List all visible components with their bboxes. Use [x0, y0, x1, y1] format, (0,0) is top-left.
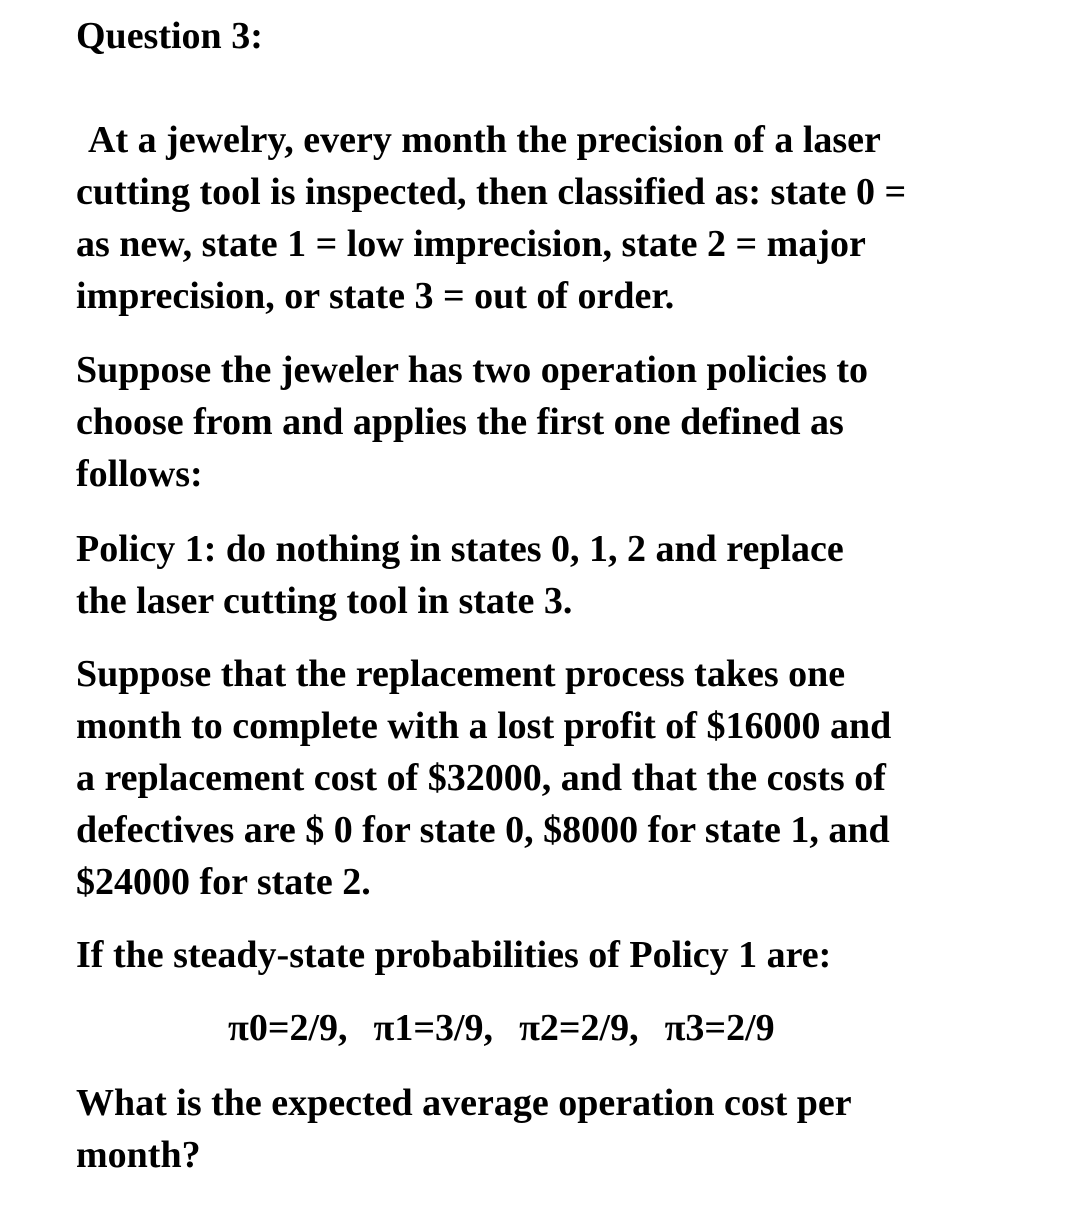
question-title: Question 3:	[76, 15, 263, 57]
paragraph-1-line-1: At a jewelry, every month the precision of a laser	[88, 119, 881, 161]
paragraph-1-line-2: cutting tool is inspected, then classified as: state 0 =	[76, 171, 907, 213]
paragraph-1-line-3: as new, state 1 = low imprecision, state 2 = major	[76, 223, 866, 265]
policy-line-1: Policy 1: do nothing in states 0, 1, 2 and replace	[76, 528, 844, 570]
question-line-2: month?	[76, 1134, 201, 1176]
paragraph-2-line-1: Suppose the jeweler has two operation policies to	[76, 349, 868, 391]
paragraph-4-line-4: defectives are $ 0 for state 0, $8000 for state 1, and	[76, 809, 890, 851]
question-line-1: What is the expected average operation cost per	[76, 1082, 852, 1124]
paragraph-4-line-1: Suppose that the replacement process takes one	[76, 653, 846, 695]
pi3-value: π3=2/9	[664, 1007, 775, 1049]
policy-line-2: the laser cutting tool in state 3.	[76, 580, 573, 622]
paragraph-4-line-2: month to complete with a lost profit of $16000 and	[76, 705, 892, 747]
steady-state-formula	[228, 1006, 775, 1050]
paragraph-1-line-4: imprecision, or state 3 = out of order.	[76, 275, 675, 317]
paragraph-4-line-5: $24000 for state 2.	[76, 861, 371, 903]
pi2-value: π2=2/9,	[519, 1007, 639, 1049]
paragraph-2-line-3: follows:	[76, 453, 203, 495]
pi0-value: π0=2/9,	[228, 1007, 348, 1049]
pi1-value: π1=3/9,	[373, 1007, 494, 1049]
paragraph-2-line-2: choose from and applies the first one defined as	[76, 401, 844, 443]
steady-state-intro: If the steady-state probabilities of Policy 1 are:	[76, 934, 832, 976]
paragraph-4-line-3: a replacement cost of $32000, and that the costs of	[76, 757, 886, 799]
